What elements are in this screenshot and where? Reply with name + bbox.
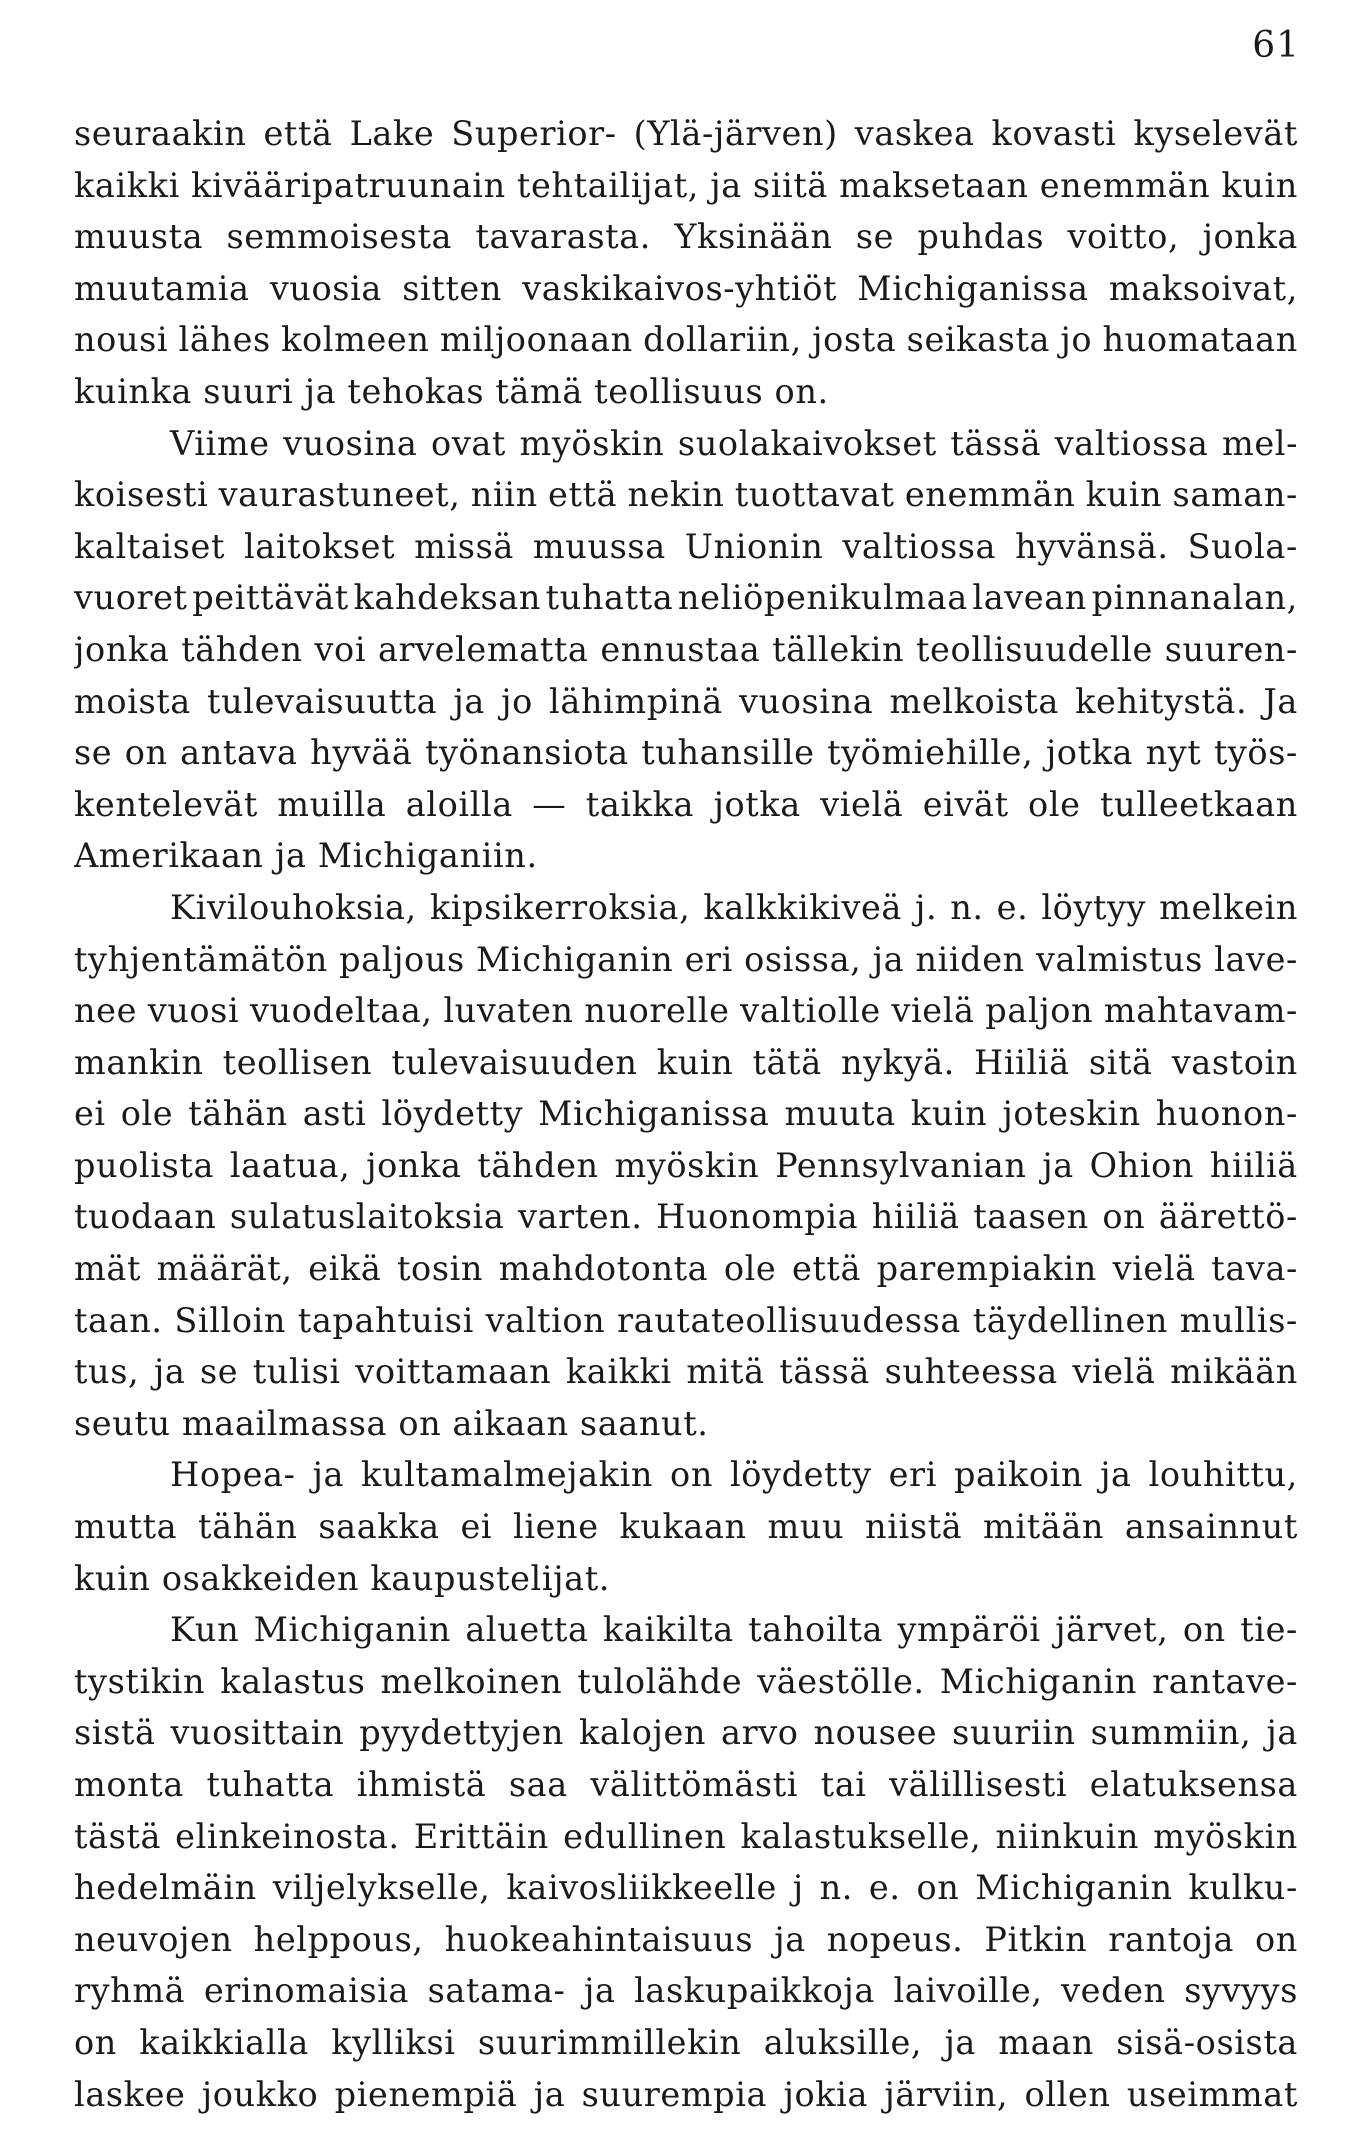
page-number: 61 (1252, 25, 1300, 66)
text-line: on kaikkialla kylliksi suurimmillekin aluksille, ja maan sisä-osista (74, 2022, 1298, 2062)
text-line: ei ole tähän asti löydetty Michiganissa muuta kuin joteskin huonon- (74, 1094, 1298, 1134)
text-line: jonka tähden voi arvelematta ennustaa tällekin teollisuudelle suuren- (74, 629, 1298, 669)
text-line: nee vuosi vuodeltaa, luvaten nuorelle valtiolle vielä paljon mahtavam- (74, 991, 1298, 1031)
text-line: mutta tähän saakka ei liene kukaan muu niistä mitään ansainnut (74, 1507, 1298, 1547)
text-line: puolista laatua, jonka tähden myöskin Pennsylvanian ja Ohion hiiliä (74, 1145, 1298, 1185)
text-line: seuraakin että Lake Superior- (Ylä-järven) vaskea kovasti kyselevät (74, 114, 1298, 153)
text-line: tystikin kalastus melkoinen tulolähde väestölle. Michiganin rantave- (74, 1661, 1298, 1701)
text-line: taan. Silloin tapahtuisi valtion rautateollisuudessa täydellinen mullis- (74, 1300, 1298, 1340)
text-line: neuvojen helppous, huokeahintaisuus ja nopeus. Pitkin rantoja on (74, 1919, 1298, 1959)
text-line: Hopea- ja kultamalmejakin on löydetty eri paikoin ja louhittu, (170, 1455, 1298, 1495)
text-line: Kun Michiganin aluetta kaikilta tahoilta ympäröi järvet, on tie- (170, 1610, 1298, 1650)
text-line: monta tuhatta ihmistä saa välittömästi tai välillisesti elatuksensa (74, 1765, 1298, 1804)
text-line: Viime vuosina ovat myöskin suolakaivokset tässä valtiossa mel- (170, 423, 1298, 463)
text-line: kuinka suuri ja tehokas tämä teollisuus on. (74, 371, 829, 411)
text-line: tyhjentämätön paljous Michiganin eri osissa, ja niiden valmistus lave- (74, 939, 1298, 979)
text-line: tästä elinkeinosta. Erittäin edullinen kalastukselle, niinkuin myöskin (74, 1816, 1298, 1856)
text-line: Kivilouhoksia, kipsikerroksia, kalkkikiveä j. n. e. löytyy melkein (170, 887, 1298, 927)
text-line: Amerikaan ja Michiganiin. (74, 836, 538, 876)
text-line: laskee joukko pienempiä ja suurempia jokia järviin, ollen useimmat (74, 2074, 1298, 2114)
text-line: kentelevät muilla aloilla — taikka jotka vielä eivät ole tulleetkaan (74, 784, 1298, 824)
text-line: koisesti vaurastuneet, niin että nekin tuottavat enemmän kuin saman- (74, 475, 1298, 515)
text-line: seutu maailmassa on aikaan saanut. (74, 1403, 709, 1443)
text-line: se on antava hyvää työnansiota tuhansille työmiehille, jotka nyt työs- (74, 733, 1298, 773)
text-line: hedelmäin viljelykselle, kaivosliikkeelle j n. e. on Michiganin kulku- (74, 1868, 1298, 1908)
text-line: muutamia vuosia sitten vaskikaivos-yhtiöt Michiganissa maksoivat, (74, 268, 1298, 308)
body-text (74, 108, 1298, 2120)
text-line: ryhmä erinomaisia satama- ja laskupaikkoja laivoille, veden syvyys (74, 1971, 1298, 2011)
text-line: muusta semmoisesta tavarasta. Yksinään se puhdas voitto, jonka (74, 217, 1298, 257)
text-line: mät määrät, eikä tosin mahdotonta ole että parempiakin vielä tava- (74, 1249, 1298, 1289)
text-line: tus, ja se tulisi voittamaan kaikki mitä tässä suhteessa vielä mikään (74, 1352, 1298, 1392)
text-line: kaltaiset laitokset missä muussa Unionin valtiossa hyvänsä. Suola- (74, 526, 1298, 566)
text-line: kaikki kivääripatruunain tehtailijat, ja siitä maksetaan enemmän kuin (74, 165, 1298, 205)
text-line: moista tulevaisuutta ja jo lähimpinä vuosina melkoista kehitystä. Ja (74, 681, 1298, 721)
text-line: sistä vuosittain pyydettyjen kalojen arvo nousee suuriin summiin, ja (74, 1713, 1298, 1753)
text-line: mankin teollisen tulevaisuuden kuin tätä nykyä. Hiiliä sitä vastoin (74, 1042, 1298, 1082)
text-line: kuin osakkeiden kaupustelijat. (74, 1558, 611, 1598)
text-line: vuoret peittävät kahdeksan tuhatta neliöpenikulmaa lavean pinnanalan, (74, 578, 1298, 618)
text-line: tuodaan sulatuslaitoksia varten. Huonompia hiiliä taasen on äärettö- (74, 1197, 1298, 1237)
text-line: nousi lähes kolmeen miljoonaan dollariin, josta seikasta jo huomataan (74, 320, 1298, 360)
